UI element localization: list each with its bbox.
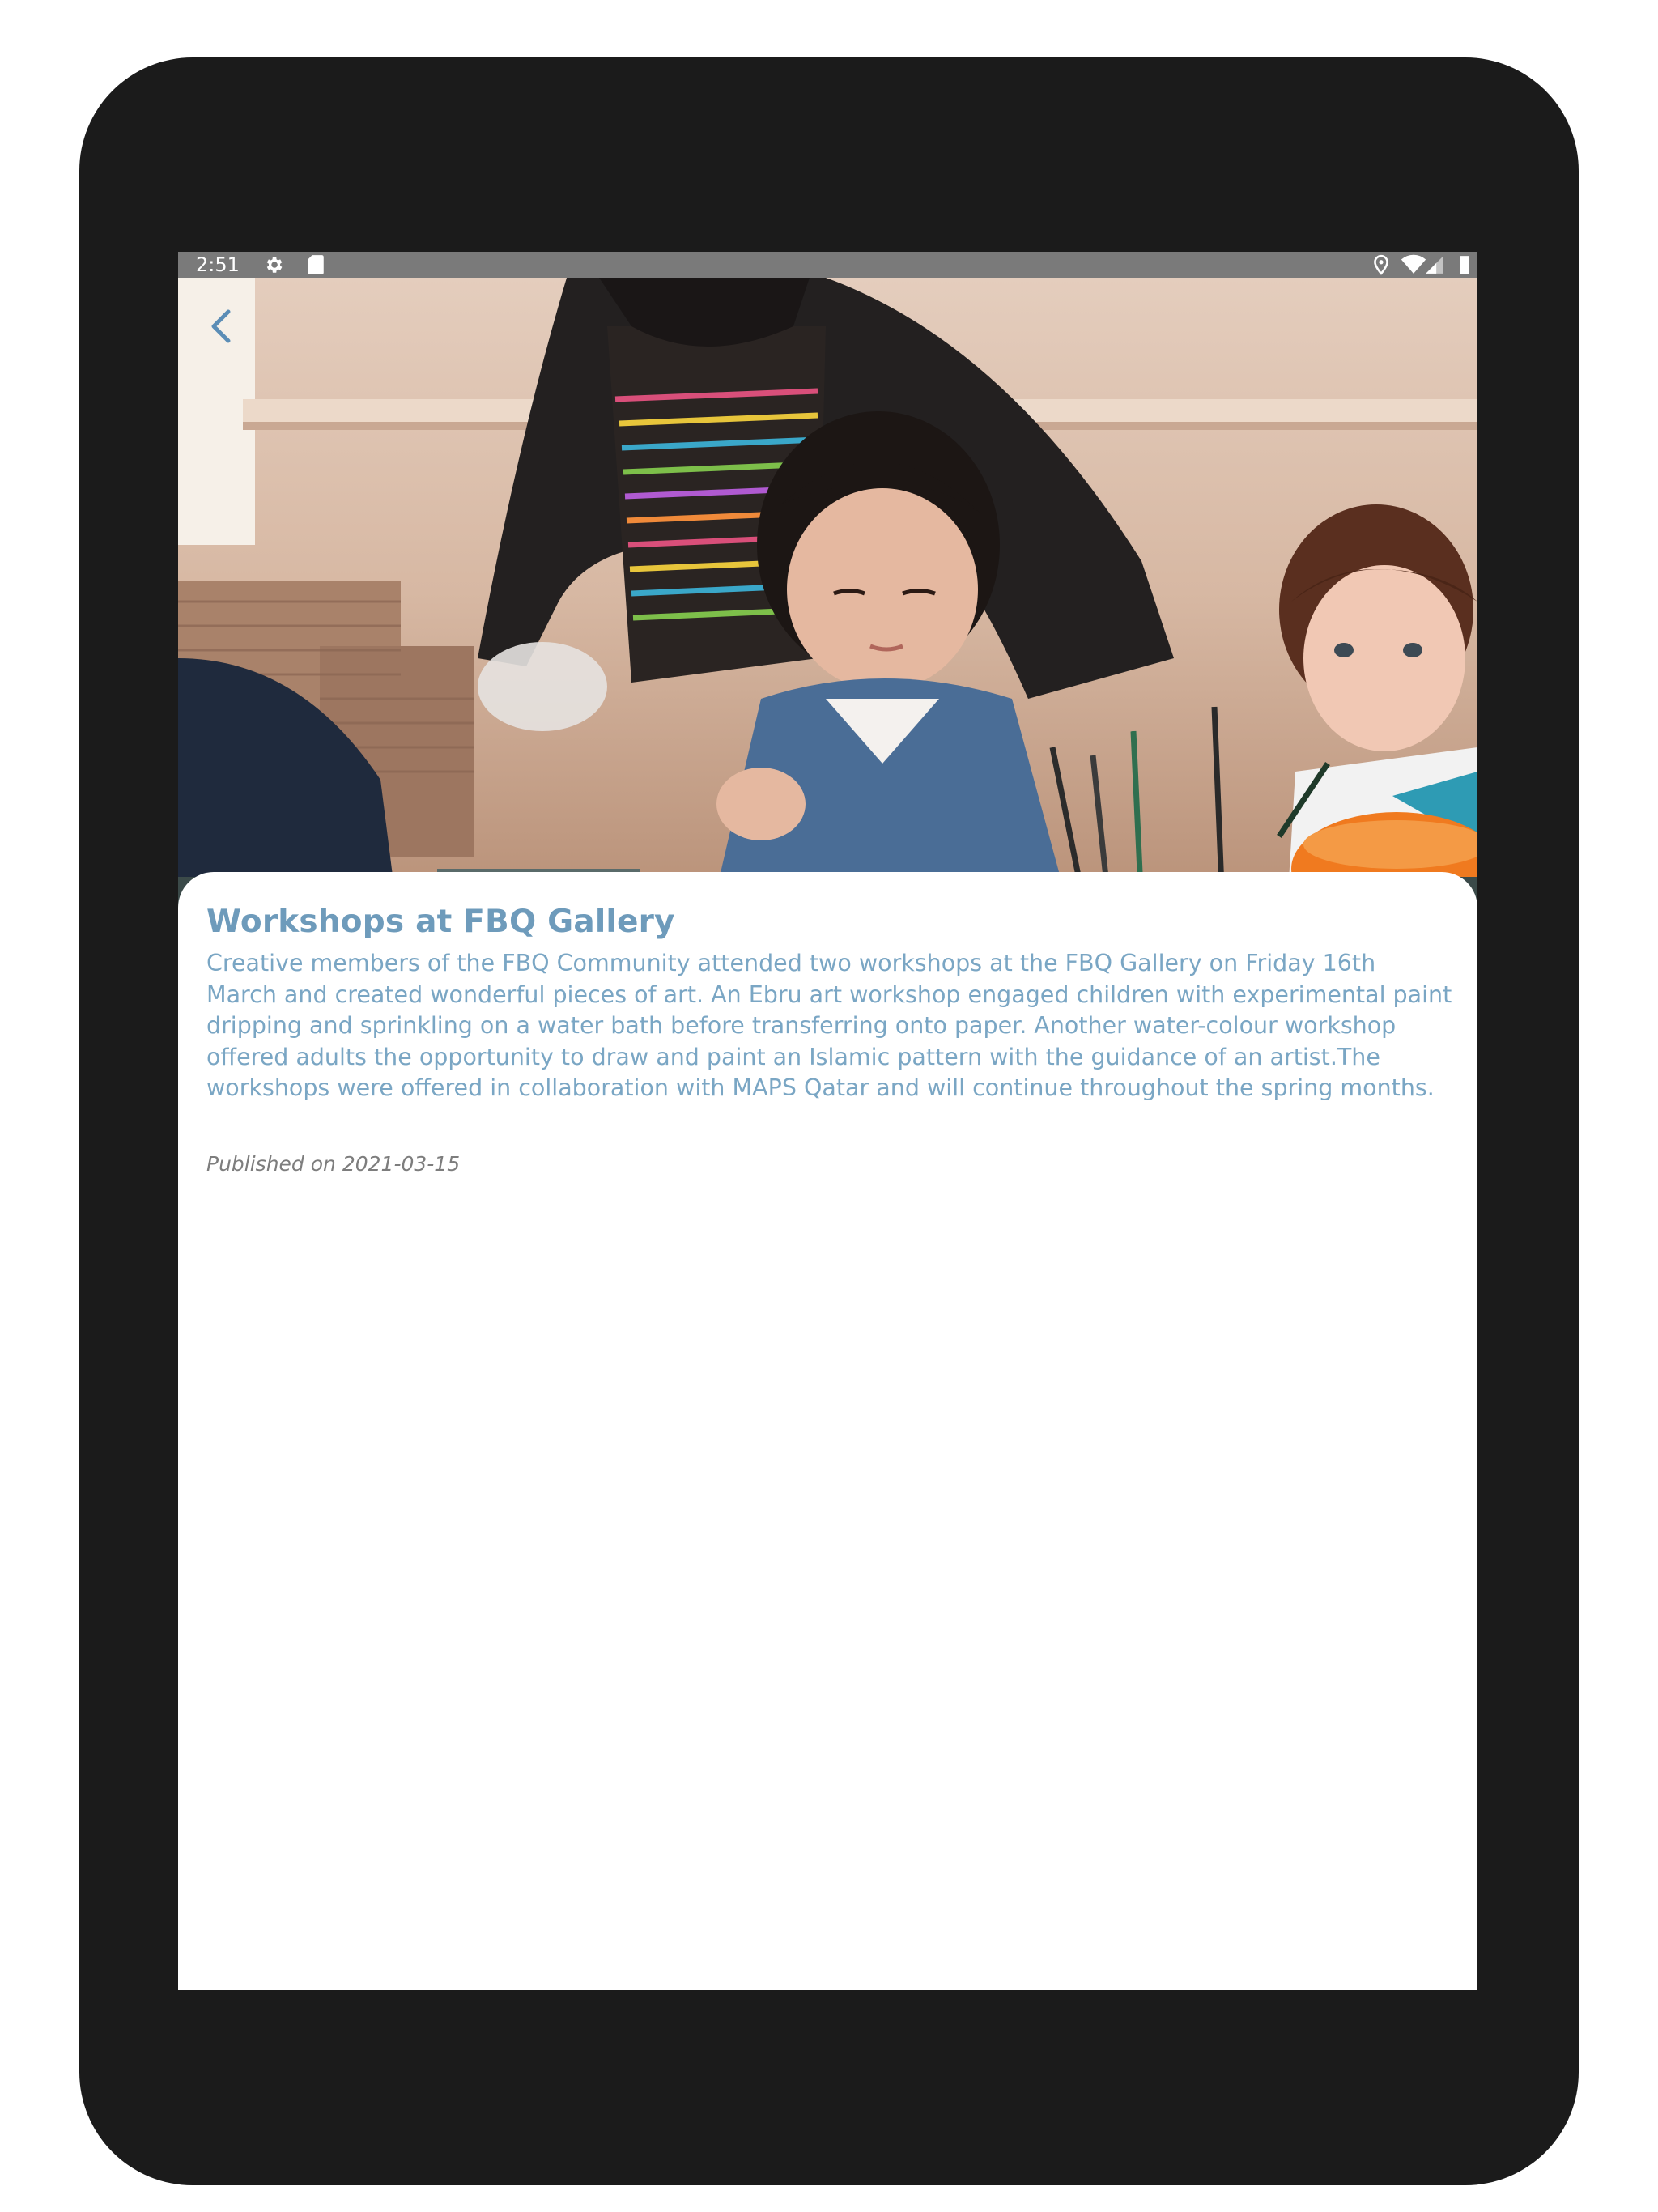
workshop-photo — [178, 278, 1477, 908]
chevron-left-icon — [198, 300, 243, 352]
app-screen — [178, 252, 1477, 1990]
article-body: Creative members of the FBQ Community attended two workshops at the FBQ Gallery on Friday 16th March and created wonderful pieces of art. An Ebru art workshop engaged children with experimental paint dripping and sprinkling on a water bath before transferring onto paper. Another water-colour workshop offered adults the opportunity to draw and paint an Islamic pattern with the guidance of an artist.The workshops were offered in collaboration with MAPS Qatar and will continue throughout the spring months. — [206, 950, 1452, 1101]
published-date: Published on 2021-03-15 — [206, 1152, 461, 1176]
sd-card-icon — [306, 254, 325, 275]
hero-photo — [178, 278, 1477, 908]
wifi-icon — [1400, 254, 1427, 275]
location-icon — [1372, 254, 1390, 275]
battery-icon — [1458, 254, 1471, 275]
settings-icon — [262, 254, 285, 275]
back-button[interactable] — [198, 300, 243, 352]
cell-signal-icon — [1424, 254, 1445, 275]
status-time: 2:51 — [196, 253, 240, 276]
article-title: Workshops at FBQ Gallery — [206, 904, 675, 940]
article-card — [178, 872, 1477, 1990]
status-bar — [178, 252, 1477, 278]
